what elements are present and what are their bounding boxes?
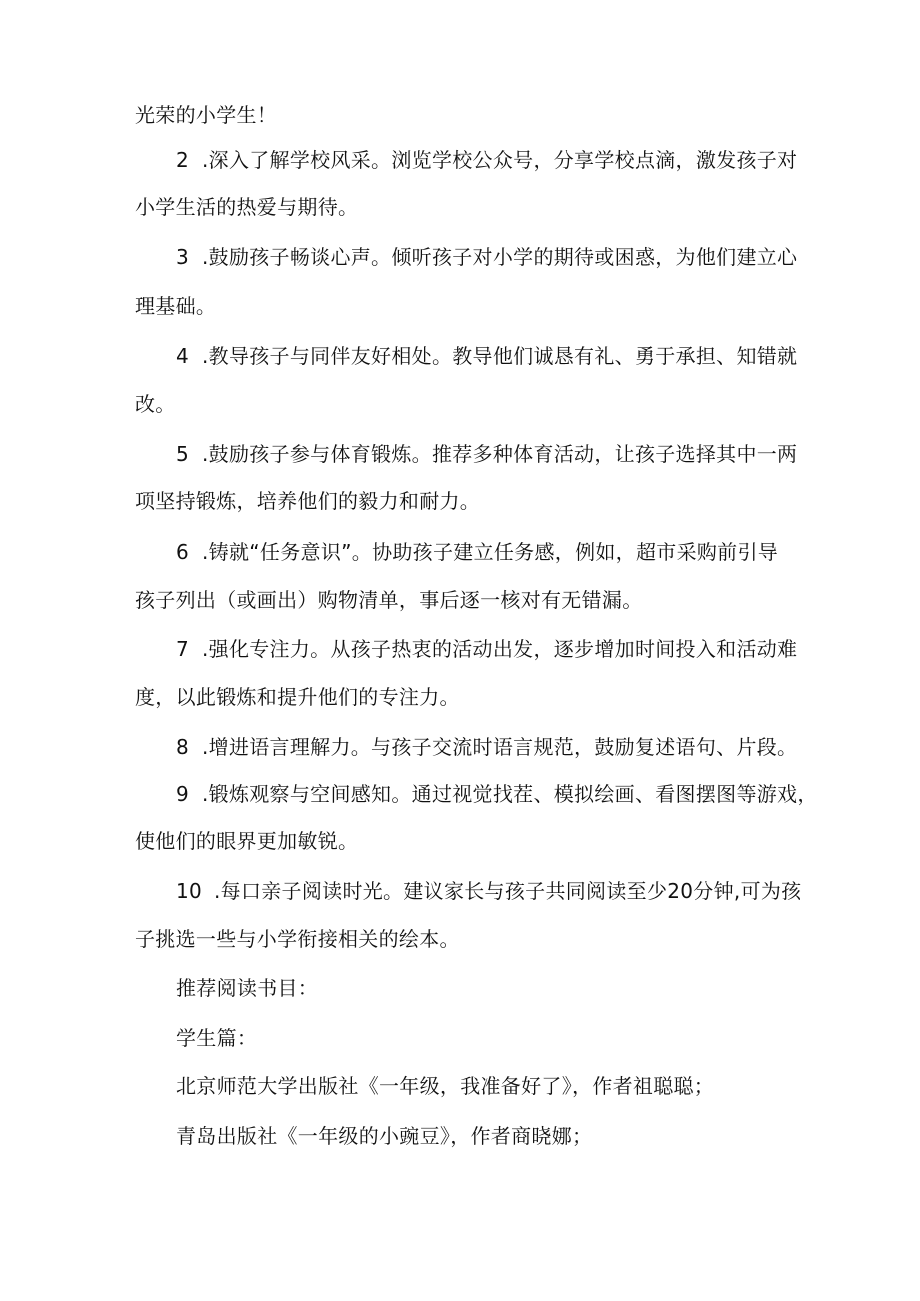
- item-number: 2: [176, 148, 190, 172]
- item-continuation: 小学生活的热爱与期待。: [135, 195, 359, 219]
- list-item: [176, 780, 836, 808]
- item-text: .增进语言理解力。与孩子交流时语言规范，鼓励复述语句、片段。: [202, 735, 798, 759]
- item-number: 8: [176, 735, 190, 759]
- list-item: [176, 146, 836, 174]
- item-number: 4: [176, 344, 190, 368]
- item-text: .深入了解学校风采。浏览学校公众号，分享学校点滴，激发孩子对: [202, 148, 798, 172]
- item-continuation: 改。: [135, 392, 176, 416]
- list-item: [176, 243, 836, 271]
- list-item: [176, 440, 836, 468]
- list-item: [176, 538, 836, 566]
- item-text: .铸就“任务意识”。协助孩子建立任务感，例如，超市采购前引导: [202, 540, 779, 564]
- item-number: 7: [176, 637, 190, 661]
- list-item: [176, 877, 836, 905]
- item-number: 3: [176, 245, 190, 269]
- item-continuation: 理基础。: [135, 294, 217, 318]
- item-continuation: 孩子列出（或画出）购物清单，事后逐一核对有无错漏。: [135, 588, 643, 612]
- reading-heading: 推荐阅读书目：: [176, 976, 319, 1000]
- item-text: .强化专注力。从孩子热衷的活动出发，逐步增加时间投入和活动难: [202, 637, 798, 661]
- item-number: 5: [176, 442, 190, 466]
- item-text: .鼓励孩子参与体育锻炼。推荐多种体育活动，让孩子选择其中一两: [202, 442, 798, 466]
- list-item: [176, 733, 836, 761]
- student-heading: 学生篇：: [176, 1026, 258, 1050]
- item-text: .每口亲子阅读时光。建议家长与孩子共同阅读至少20分钟,可为孩: [214, 879, 802, 903]
- item-continuation: 使他们的眼界更加敏锐。: [135, 829, 359, 853]
- item-number: 6: [176, 540, 190, 564]
- list-item: [176, 342, 836, 370]
- item-continuation: 项坚持锻炼，培养他们的毅力和耐力。: [135, 489, 481, 513]
- item-continuation: 度，以此锻炼和提升他们的专注力。: [135, 685, 460, 709]
- intro-tail: 光荣的小学生！: [135, 103, 278, 127]
- item-number: 9: [176, 782, 190, 806]
- item-text: .鼓励孩子畅谈心声。倾听孩子对小学的期待或困惑，为他们建立心: [202, 245, 798, 269]
- list-item: [176, 635, 836, 663]
- book-entry: 北京师范大学出版社《一年级，我准备好了》，作者祖聪聪；: [176, 1074, 715, 1098]
- book-entry: 青岛出版社《一年级的小豌豆》，作者商晓娜；: [176, 1124, 593, 1148]
- item-text: .锻炼观察与空间感知。通过视觉找茬、模拟绘画、看图摆图等游戏，: [202, 782, 818, 806]
- item-text: .教导孩子与同伴友好相处。教导他们诚恳有礼、勇于承担、知错就: [202, 344, 798, 368]
- item-continuation: 子挑选一些与小学衔接相关的绘本。: [135, 927, 460, 951]
- item-number: 10: [176, 879, 203, 903]
